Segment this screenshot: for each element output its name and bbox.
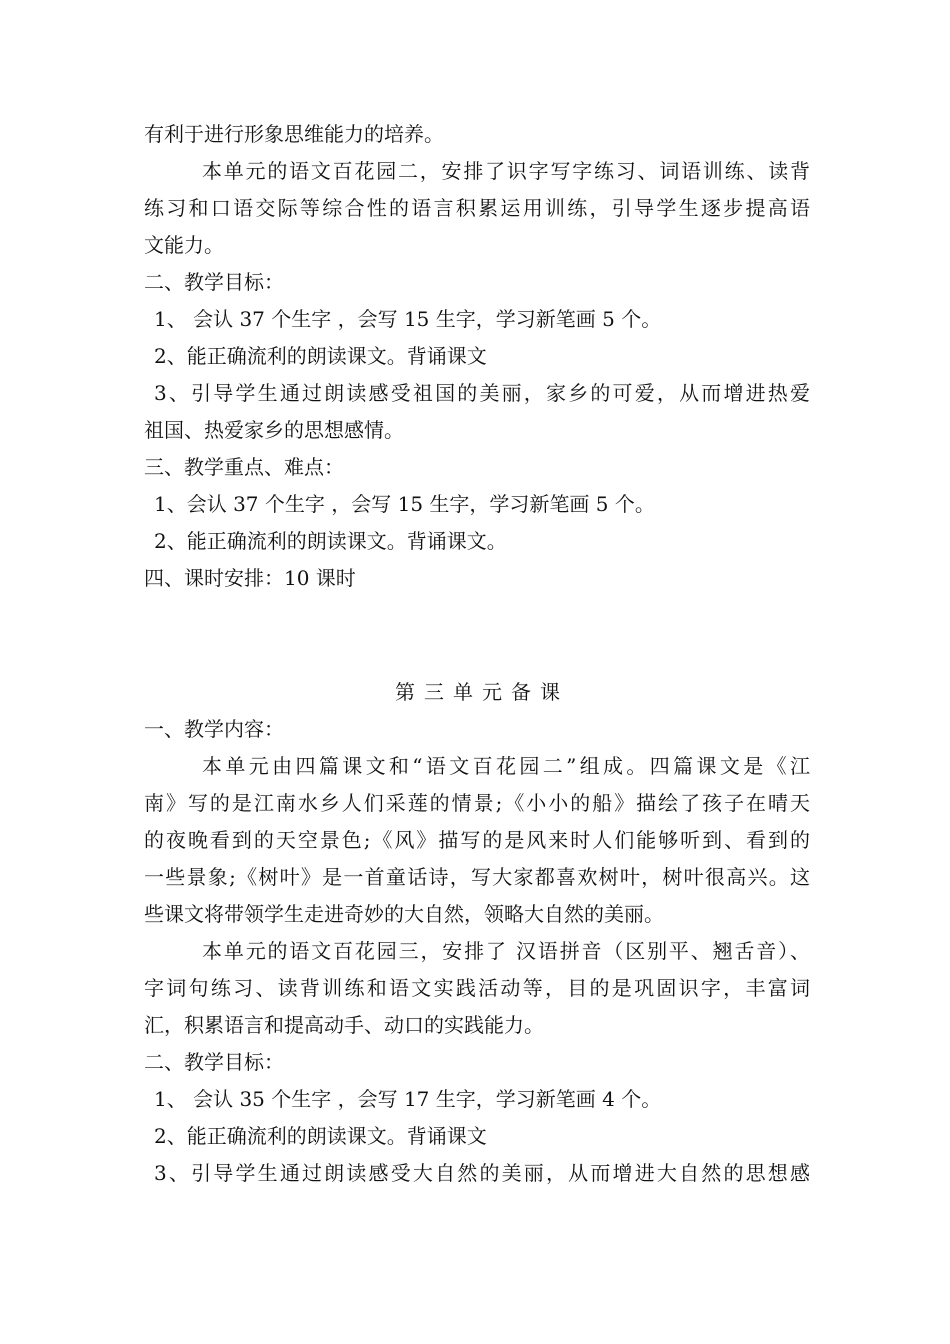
unit3-goals-heading: 二、教学目标： — [144, 1050, 284, 1074]
unit3-garden-para-line-3: 汇，积累语言和提高动手、动口的实践能力。 — [144, 1013, 544, 1037]
section-gap — [144, 597, 810, 674]
unit2-garden-para-line-1: 本单元的语文百花园二，安排了识字写字练习、词语训练、读背 — [202, 159, 810, 183]
unit3-content-heading: 一、教学内容： — [144, 717, 284, 741]
unit3-content-line-2: 南》写的是江南水乡人们采莲的情景;《小小的船》描绘了孩子在晴天 — [144, 791, 810, 815]
unit2-goal-3-line-2: 祖国、热爱家乡的思想感情。 — [144, 418, 404, 442]
unit2-garden-para-line-2: 练习和口语交际等综合性的语言积累运用训练，引导学生逐步提高语 — [144, 196, 810, 220]
unit3-content-line-4: 一些景象;《树叶》是一首童话诗，写大家都喜欢树叶，树叶很高兴。这 — [144, 865, 810, 889]
unit2-schedule: 四、课时安排：10 课时 — [144, 566, 356, 590]
unit3-content-line-5: 些课文将带领学生走进奇妙的大自然，领略大自然的美丽。 — [144, 902, 664, 926]
unit2-goal-1: 1、 会认 37 个生字 ，会写 15 生字，学习新笔画 5 个。 — [154, 307, 662, 331]
document-body — [144, 116, 810, 1192]
unit2-key-point-2: 2、能正确流利的朗读课文。背诵课文。 — [154, 529, 507, 553]
unit2-key-point-1: 1、会认 37 个生字 ，会写 15 生字，学习新笔画 5 个。 — [154, 492, 655, 516]
unit2-goal-2: 2、能正确流利的朗读课文。背诵课文 — [154, 344, 487, 368]
unit3-content-line-3: 的夜晚看到的天空景色;《风》描写的是风来时人们能够听到、看到的 — [144, 828, 810, 852]
unit3-goal-2: 2、能正确流利的朗读课文。背诵课文 — [154, 1124, 487, 1148]
unit2-garden-para-line-3: 文能力。 — [144, 233, 224, 257]
unit3-garden-para-line-2: 字词句练习、读背训练和语文实践活动等，目的是巩固识字，丰富词 — [144, 976, 810, 1000]
unit3-goal-1: 1、 会认 35 个生字 ，会写 17 生字，学习新笔画 4 个。 — [154, 1087, 662, 1111]
unit2-goals-heading: 二、教学目标： — [144, 270, 284, 294]
unit2-key-heading: 三、教学重点、难点： — [144, 455, 344, 479]
unit3-goal-3-line-1: 3、引导学生通过朗读感受大自然的美丽，从而增进大自然的思想感 — [154, 1161, 810, 1185]
unit2-goal-3-line-1: 3、引导学生通过朗读感受祖国的美丽，家乡的可爱，从而增进热爱 — [154, 381, 810, 405]
unit3-title: 第三单元备课 — [395, 680, 569, 704]
unit2-intro-end: 有利于进行形象思维能力的培养。 — [144, 122, 444, 146]
unit3-content-line-1: 本单元由四篇课文和“语文百花园二”组成。四篇课文是《江 — [202, 754, 810, 778]
unit3-garden-para-line-1: 本单元的语文百花园三，安排了 汉语拼音（区别平、翘舌音）、 — [202, 939, 810, 963]
